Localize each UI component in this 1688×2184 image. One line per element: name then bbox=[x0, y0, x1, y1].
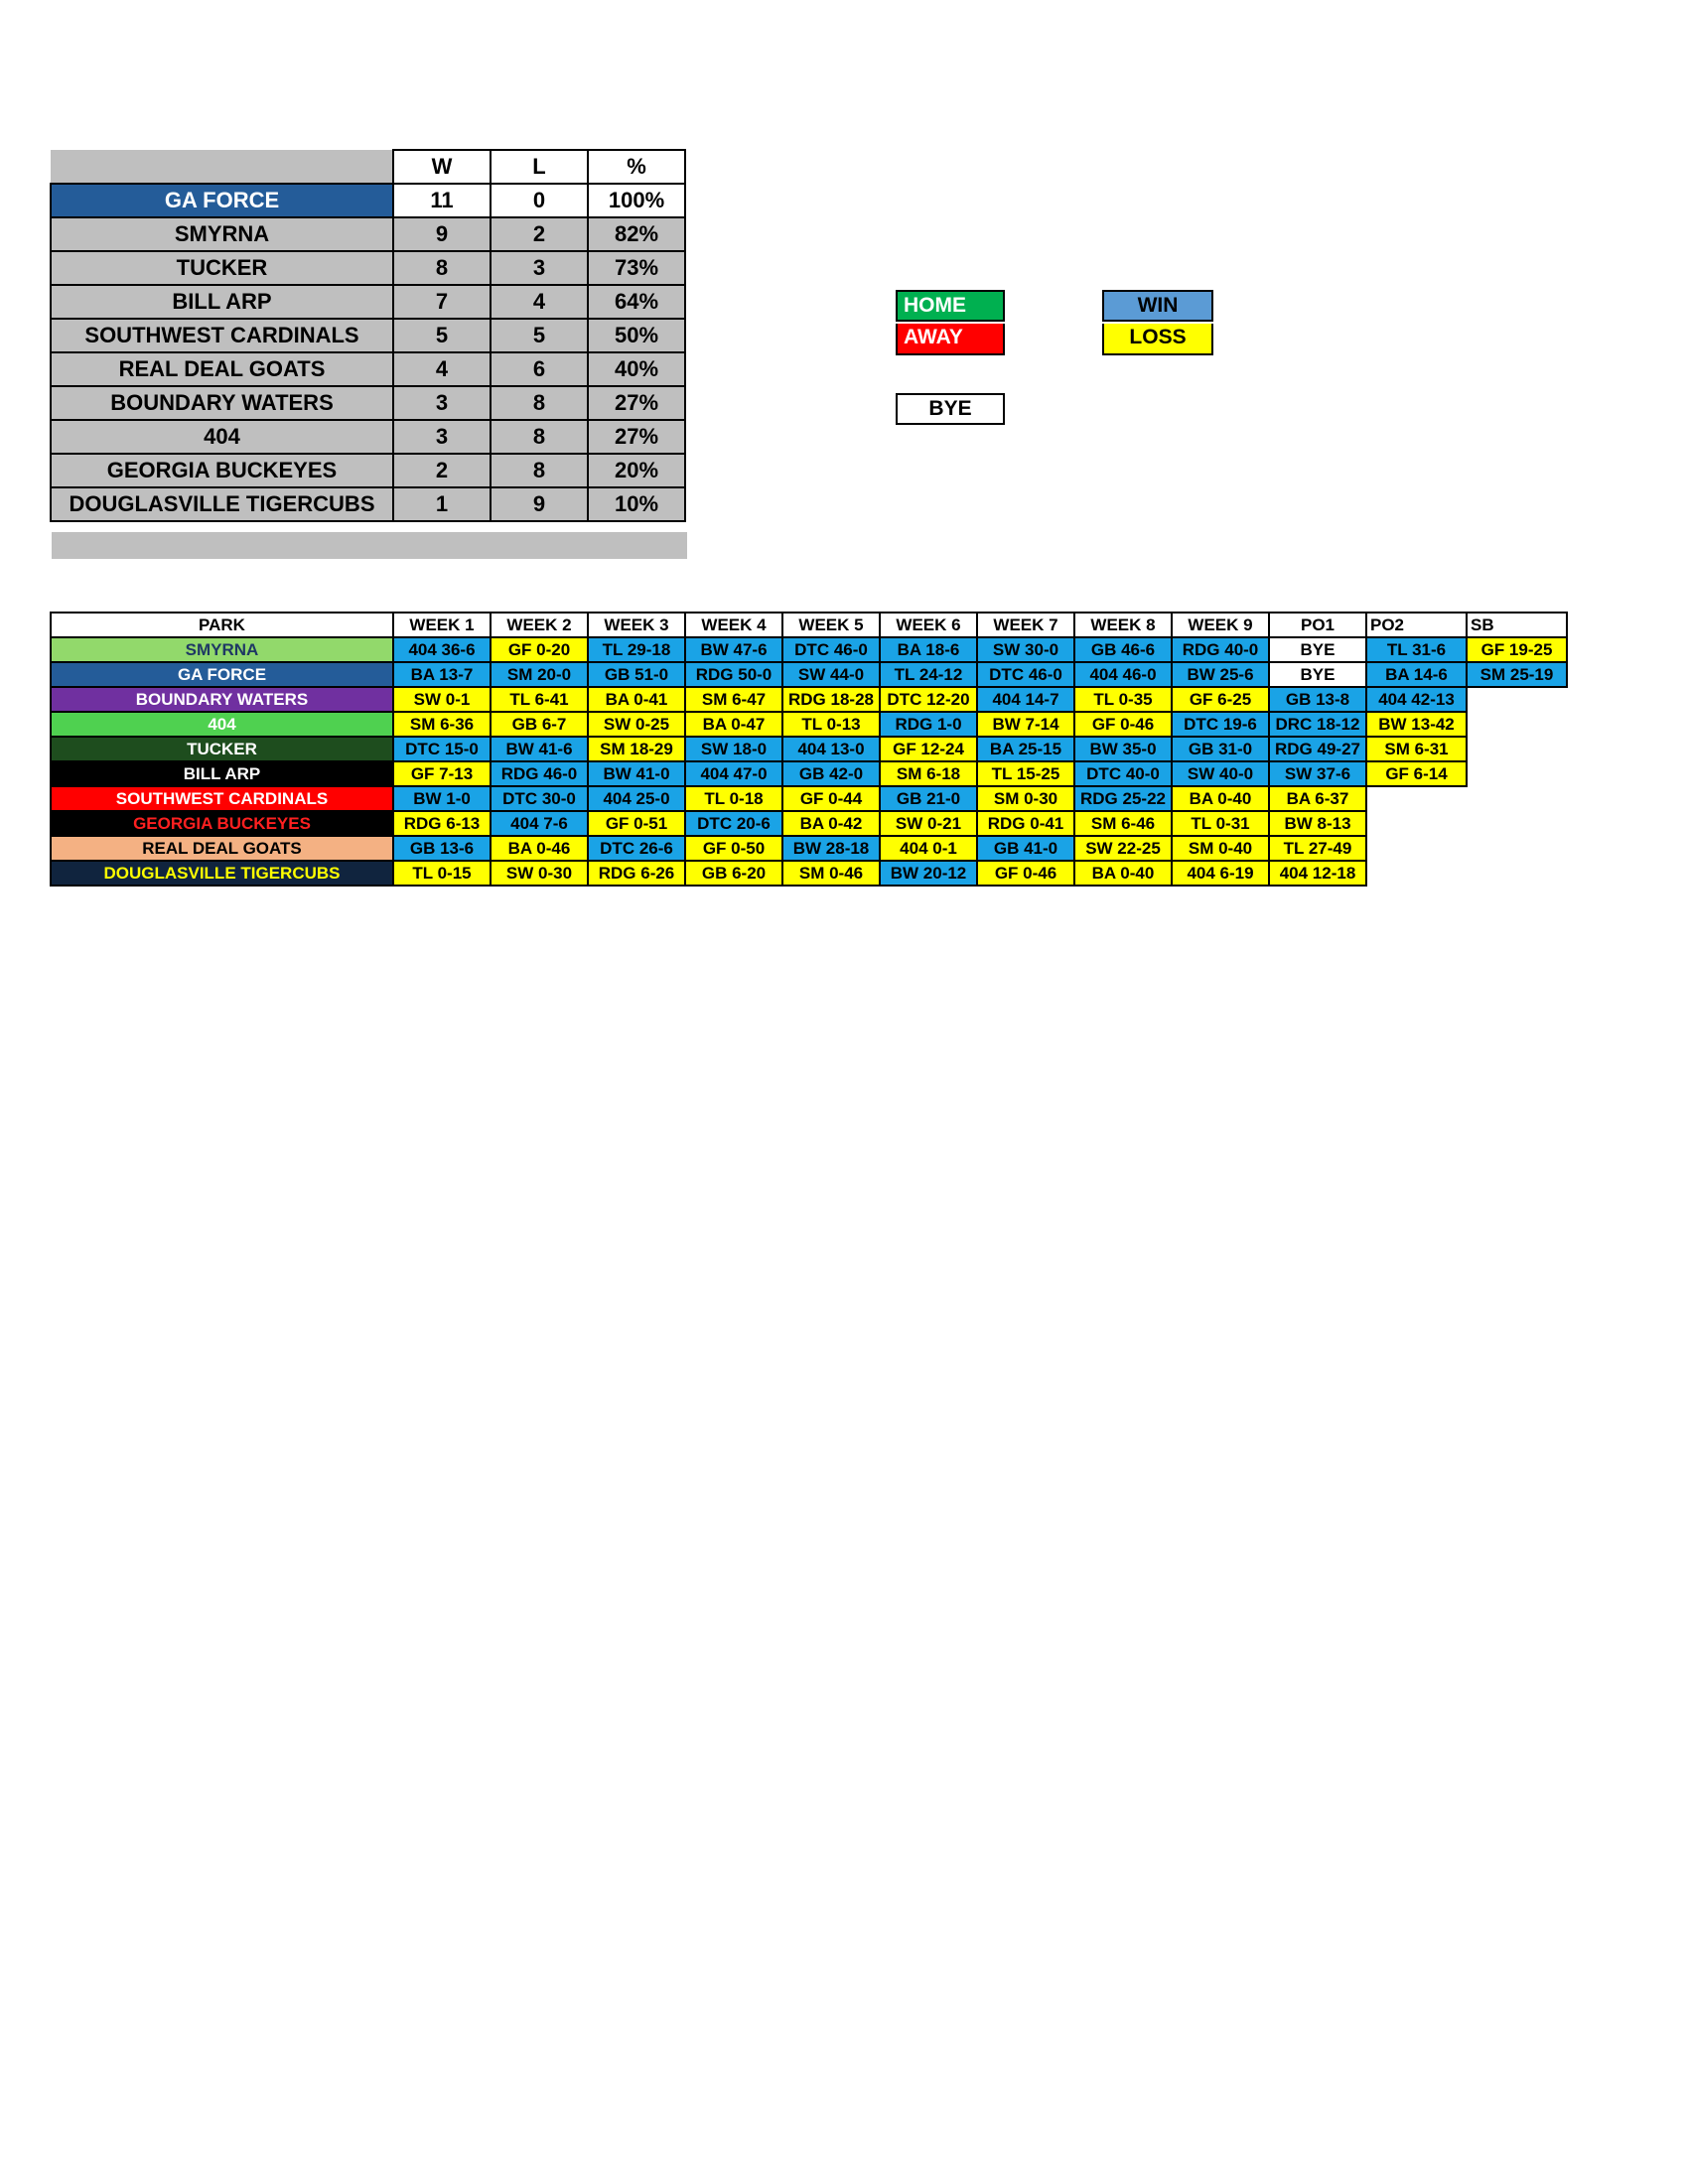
empty-cell bbox=[1467, 687, 1567, 712]
standings-team-name: GEORGIA BUCKEYES bbox=[51, 454, 393, 487]
game-result-cell: SM 6-31 bbox=[1366, 737, 1467, 761]
game-result-cell: DTC 40-0 bbox=[1074, 761, 1172, 786]
game-result-cell: BW 7-14 bbox=[977, 712, 1074, 737]
schedule-team-name: SOUTHWEST CARDINALS bbox=[51, 786, 393, 811]
standings-team-name: 404 bbox=[51, 420, 393, 454]
game-result-cell: GB 41-0 bbox=[977, 836, 1074, 861]
schedule-row bbox=[51, 737, 1567, 761]
game-result-cell: SW 18-0 bbox=[685, 737, 782, 761]
schedule-header-week-3: WEEK 3 bbox=[588, 613, 685, 637]
game-result-cell: SM 18-29 bbox=[588, 737, 685, 761]
standings-w-cell: 11 bbox=[393, 184, 491, 217]
standings-pct-cell: 10% bbox=[588, 487, 685, 521]
game-result-cell: SW 0-1 bbox=[393, 687, 491, 712]
schedule-row bbox=[51, 712, 1567, 737]
standings-pct-cell: 100% bbox=[588, 184, 685, 217]
game-result-cell: 404 7-6 bbox=[491, 811, 588, 836]
game-result-cell: 404 47-0 bbox=[685, 761, 782, 786]
game-result-cell: BA 6-37 bbox=[1269, 786, 1366, 811]
game-result-cell: RDG 6-26 bbox=[588, 861, 685, 886]
game-result-cell: RDG 50-0 bbox=[685, 662, 782, 687]
game-result-cell: 404 0-1 bbox=[880, 836, 977, 861]
standings-team-name: BILL ARP bbox=[51, 285, 393, 319]
game-result-cell: DTC 46-0 bbox=[977, 662, 1074, 687]
schedule-row bbox=[51, 761, 1567, 786]
standings-l-cell: 5 bbox=[491, 319, 588, 352]
game-result-cell: 404 36-6 bbox=[393, 637, 491, 662]
schedule-row bbox=[51, 811, 1567, 836]
game-result-cell: GB 31-0 bbox=[1172, 737, 1269, 761]
game-result-cell: SM 6-46 bbox=[1074, 811, 1172, 836]
game-result-cell: BA 18-6 bbox=[880, 637, 977, 662]
empty-cell bbox=[1467, 836, 1567, 861]
standings-w-cell: 1 bbox=[393, 487, 491, 521]
standings-team-name: DOUGLASVILLE TIGERCUBS bbox=[51, 487, 393, 521]
game-result-cell: BW 41-0 bbox=[588, 761, 685, 786]
game-result-cell: TL 15-25 bbox=[977, 761, 1074, 786]
game-result-cell: BA 0-40 bbox=[1172, 786, 1269, 811]
standings-row bbox=[51, 386, 685, 420]
standings-pct-cell: 27% bbox=[588, 386, 685, 420]
game-result-cell: TL 29-18 bbox=[588, 637, 685, 662]
schedule-row bbox=[51, 786, 1567, 811]
game-result-cell: GF 0-50 bbox=[685, 836, 782, 861]
game-result-cell: 404 14-7 bbox=[977, 687, 1074, 712]
game-result-cell: BA 25-15 bbox=[977, 737, 1074, 761]
empty-cell bbox=[1467, 786, 1567, 811]
schedule-header-po2: PO2 bbox=[1366, 613, 1467, 637]
schedule-header-week-5: WEEK 5 bbox=[782, 613, 880, 637]
game-result-cell: BW 41-6 bbox=[491, 737, 588, 761]
standings-row bbox=[51, 251, 685, 285]
game-result-cell: BW 1-0 bbox=[393, 786, 491, 811]
standings-table bbox=[50, 149, 686, 522]
game-result-cell: BW 8-13 bbox=[1269, 811, 1366, 836]
game-result-cell: GF 7-13 bbox=[393, 761, 491, 786]
game-result-cell: DTC 20-6 bbox=[685, 811, 782, 836]
game-result-cell: GF 0-46 bbox=[977, 861, 1074, 886]
game-result-cell: SM 25-19 bbox=[1467, 662, 1567, 687]
game-result-cell: DTC 19-6 bbox=[1172, 712, 1269, 737]
standings-w-cell: 5 bbox=[393, 319, 491, 352]
game-result-cell: SM 0-46 bbox=[782, 861, 880, 886]
game-result-cell: BA 0-47 bbox=[685, 712, 782, 737]
game-result-cell: 404 6-19 bbox=[1172, 861, 1269, 886]
standings-w-cell: 4 bbox=[393, 352, 491, 386]
schedule-team-name: BILL ARP bbox=[51, 761, 393, 786]
game-result-cell: GB 46-6 bbox=[1074, 637, 1172, 662]
game-result-cell: DTC 30-0 bbox=[491, 786, 588, 811]
standings-row bbox=[51, 420, 685, 454]
schedule-team-name: GEORGIA BUCKEYES bbox=[51, 811, 393, 836]
game-result-cell: BW 25-6 bbox=[1172, 662, 1269, 687]
schedule-header-week-6: WEEK 6 bbox=[880, 613, 977, 637]
game-result-cell: SW 44-0 bbox=[782, 662, 880, 687]
schedule-header-week-4: WEEK 4 bbox=[685, 613, 782, 637]
schedule-team-name: SMYRNA bbox=[51, 637, 393, 662]
game-result-cell: GB 42-0 bbox=[782, 761, 880, 786]
game-result-cell: RDG 49-27 bbox=[1269, 737, 1366, 761]
game-result-cell: BA 13-7 bbox=[393, 662, 491, 687]
game-result-cell: BW 13-42 bbox=[1366, 712, 1467, 737]
game-result-cell: SW 0-30 bbox=[491, 861, 588, 886]
game-result-cell: TL 0-13 bbox=[782, 712, 880, 737]
game-result-cell: GB 13-8 bbox=[1269, 687, 1366, 712]
game-result-cell: BA 0-42 bbox=[782, 811, 880, 836]
game-result-cell: BW 47-6 bbox=[685, 637, 782, 662]
empty-cell bbox=[1366, 836, 1467, 861]
standings-l-cell: 3 bbox=[491, 251, 588, 285]
legend-bye: BYE bbox=[896, 393, 1005, 425]
schedule-row bbox=[51, 637, 1567, 662]
standings-w-cell: 8 bbox=[393, 251, 491, 285]
schedule-team-name: GA FORCE bbox=[51, 662, 393, 687]
game-result-cell: TL 0-15 bbox=[393, 861, 491, 886]
legend-loss: LOSS bbox=[1102, 324, 1213, 355]
standings-l-cell: 0 bbox=[491, 184, 588, 217]
standings-footer-bar bbox=[52, 532, 687, 559]
standings-team-name: BOUNDARY WATERS bbox=[51, 386, 393, 420]
schedule-header-row bbox=[51, 613, 1567, 637]
game-result-cell: SM 0-40 bbox=[1172, 836, 1269, 861]
standings-team-name: SMYRNA bbox=[51, 217, 393, 251]
schedule-header-week-8: WEEK 8 bbox=[1074, 613, 1172, 637]
empty-cell bbox=[1366, 786, 1467, 811]
game-result-cell: BA 0-41 bbox=[588, 687, 685, 712]
standings-row bbox=[51, 184, 685, 217]
schedule-row bbox=[51, 662, 1567, 687]
schedule-header-week-1: WEEK 1 bbox=[393, 613, 491, 637]
game-result-cell: GF 12-24 bbox=[880, 737, 977, 761]
game-result-cell: RDG 6-13 bbox=[393, 811, 491, 836]
legend-away: AWAY bbox=[896, 324, 1005, 355]
standings-pct-cell: 40% bbox=[588, 352, 685, 386]
schedule-table bbox=[50, 612, 1568, 887]
game-result-cell: SM 6-47 bbox=[685, 687, 782, 712]
game-result-cell: RDG 18-28 bbox=[782, 687, 880, 712]
game-result-cell: DTC 26-6 bbox=[588, 836, 685, 861]
legend-win: WIN bbox=[1102, 290, 1213, 322]
game-result-cell: 404 25-0 bbox=[588, 786, 685, 811]
game-result-cell: SW 40-0 bbox=[1172, 761, 1269, 786]
standings-pct-cell: 27% bbox=[588, 420, 685, 454]
schedule-team-name: BOUNDARY WATERS bbox=[51, 687, 393, 712]
game-result-cell: GF 6-14 bbox=[1366, 761, 1467, 786]
standings-l-cell: 2 bbox=[491, 217, 588, 251]
standings-row bbox=[51, 217, 685, 251]
empty-cell bbox=[1467, 712, 1567, 737]
standings-pct-cell: 73% bbox=[588, 251, 685, 285]
game-result-cell: SW 22-25 bbox=[1074, 836, 1172, 861]
game-result-cell: TL 0-18 bbox=[685, 786, 782, 811]
game-result-cell: 404 12-18 bbox=[1269, 861, 1366, 886]
game-result-cell: 404 13-0 bbox=[782, 737, 880, 761]
standings-pct-cell: 20% bbox=[588, 454, 685, 487]
standings-l-cell: 8 bbox=[491, 454, 588, 487]
standings-row bbox=[51, 352, 685, 386]
standings-row bbox=[51, 285, 685, 319]
standings-team-name: TUCKER bbox=[51, 251, 393, 285]
game-result-cell: SM 20-0 bbox=[491, 662, 588, 687]
game-result-cell: RDG 0-41 bbox=[977, 811, 1074, 836]
standings-w-cell: 9 bbox=[393, 217, 491, 251]
game-result-cell: BA 14-6 bbox=[1366, 662, 1467, 687]
game-result-cell: SW 0-21 bbox=[880, 811, 977, 836]
standings-w-cell: 3 bbox=[393, 420, 491, 454]
game-result-cell: SM 6-36 bbox=[393, 712, 491, 737]
empty-cell bbox=[1366, 811, 1467, 836]
game-result-cell: GB 6-20 bbox=[685, 861, 782, 886]
game-result-cell: GB 13-6 bbox=[393, 836, 491, 861]
standings-header-w: W bbox=[393, 150, 491, 184]
standings-row bbox=[51, 454, 685, 487]
game-result-cell: GB 51-0 bbox=[588, 662, 685, 687]
empty-cell bbox=[1467, 861, 1567, 886]
standings-l-cell: 8 bbox=[491, 420, 588, 454]
legend-home: HOME bbox=[896, 290, 1005, 322]
standings-w-cell: 7 bbox=[393, 285, 491, 319]
game-result-cell: TL 31-6 bbox=[1366, 637, 1467, 662]
schedule-team-name: REAL DEAL GOATS bbox=[51, 836, 393, 861]
schedule-header-week-2: WEEK 2 bbox=[491, 613, 588, 637]
schedule-team-name: TUCKER bbox=[51, 737, 393, 761]
game-result-cell: DTC 46-0 bbox=[782, 637, 880, 662]
standings-pct-cell: 50% bbox=[588, 319, 685, 352]
standings-header-blank bbox=[51, 150, 393, 184]
game-result-cell: TL 0-35 bbox=[1074, 687, 1172, 712]
game-result-cell: RDG 46-0 bbox=[491, 761, 588, 786]
game-result-cell: GF 0-51 bbox=[588, 811, 685, 836]
game-result-cell: GB 21-0 bbox=[880, 786, 977, 811]
standings-l-cell: 9 bbox=[491, 487, 588, 521]
game-result-cell: RDG 40-0 bbox=[1172, 637, 1269, 662]
game-result-cell: DRC 18-12 bbox=[1269, 712, 1366, 737]
standings-l-cell: 4 bbox=[491, 285, 588, 319]
game-result-cell: BW 28-18 bbox=[782, 836, 880, 861]
standings-header-row bbox=[51, 150, 685, 184]
game-result-cell: 404 46-0 bbox=[1074, 662, 1172, 687]
empty-cell bbox=[1366, 861, 1467, 886]
standings-header-pct: % bbox=[588, 150, 685, 184]
game-result-cell: SM 6-18 bbox=[880, 761, 977, 786]
game-result-cell: GF 6-25 bbox=[1172, 687, 1269, 712]
game-result-cell: TL 27-49 bbox=[1269, 836, 1366, 861]
standings-team-name: SOUTHWEST CARDINALS bbox=[51, 319, 393, 352]
schedule-row bbox=[51, 861, 1567, 886]
schedule-team-name: DOUGLASVILLE TIGERCUBS bbox=[51, 861, 393, 886]
game-result-cell: GF 0-46 bbox=[1074, 712, 1172, 737]
empty-cell bbox=[1467, 737, 1567, 761]
empty-cell bbox=[1467, 811, 1567, 836]
standings-row bbox=[51, 487, 685, 521]
game-result-cell: GF 0-20 bbox=[491, 637, 588, 662]
game-result-cell: BA 0-40 bbox=[1074, 861, 1172, 886]
schedule-header-po1: PO1 bbox=[1269, 613, 1366, 637]
schedule-header-week-9: WEEK 9 bbox=[1172, 613, 1269, 637]
standings-pct-cell: 64% bbox=[588, 285, 685, 319]
game-result-cell: SW 37-6 bbox=[1269, 761, 1366, 786]
game-result-cell: RDG 25-22 bbox=[1074, 786, 1172, 811]
game-result-cell: DTC 12-20 bbox=[880, 687, 977, 712]
standings-team-name: REAL DEAL GOATS bbox=[51, 352, 393, 386]
game-result-cell: TL 24-12 bbox=[880, 662, 977, 687]
game-result-cell: GF 19-25 bbox=[1467, 637, 1567, 662]
standings-header-l: L bbox=[491, 150, 588, 184]
game-result-cell: SM 0-30 bbox=[977, 786, 1074, 811]
standings-team-name: GA FORCE bbox=[51, 184, 393, 217]
game-result-cell: GF 0-44 bbox=[782, 786, 880, 811]
game-result-cell: BYE bbox=[1269, 662, 1366, 687]
schedule-row bbox=[51, 836, 1567, 861]
schedule-row bbox=[51, 687, 1567, 712]
game-result-cell: BA 0-46 bbox=[491, 836, 588, 861]
standings-row bbox=[51, 319, 685, 352]
schedule-header-park: PARK bbox=[51, 613, 393, 637]
schedule-header-week-7: WEEK 7 bbox=[977, 613, 1074, 637]
game-result-cell: BW 20-12 bbox=[880, 861, 977, 886]
standings-w-cell: 2 bbox=[393, 454, 491, 487]
game-result-cell: GB 6-7 bbox=[491, 712, 588, 737]
game-result-cell: BYE bbox=[1269, 637, 1366, 662]
standings-l-cell: 6 bbox=[491, 352, 588, 386]
game-result-cell: SW 0-25 bbox=[588, 712, 685, 737]
game-result-cell: RDG 1-0 bbox=[880, 712, 977, 737]
game-result-cell: TL 0-31 bbox=[1172, 811, 1269, 836]
schedule-team-name: 404 bbox=[51, 712, 393, 737]
game-result-cell: 404 42-13 bbox=[1366, 687, 1467, 712]
game-result-cell: DTC 15-0 bbox=[393, 737, 491, 761]
standings-l-cell: 8 bbox=[491, 386, 588, 420]
empty-cell bbox=[1467, 761, 1567, 786]
game-result-cell: SW 30-0 bbox=[977, 637, 1074, 662]
game-result-cell: TL 6-41 bbox=[491, 687, 588, 712]
standings-w-cell: 3 bbox=[393, 386, 491, 420]
schedule-header-sb: SB bbox=[1467, 613, 1567, 637]
standings-pct-cell: 82% bbox=[588, 217, 685, 251]
game-result-cell: BW 35-0 bbox=[1074, 737, 1172, 761]
